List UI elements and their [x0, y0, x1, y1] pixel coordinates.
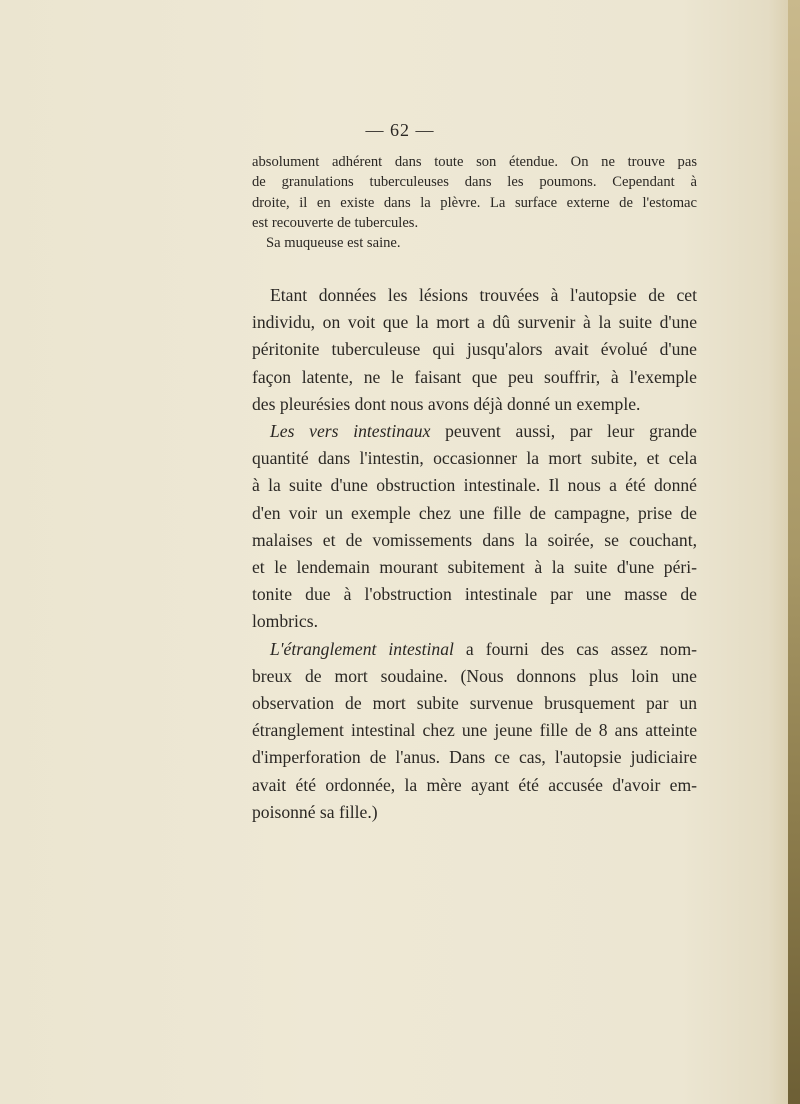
text-fragment: a fourni des cas assez nom-: [453, 638, 697, 659]
text-line: d'en voir un exemple chez une fille de campagne, prise de: [252, 502, 697, 523]
text-line: Sa muqueuse est saine.: [266, 235, 401, 252]
text-line: absolument adhérent dans toute son étendue. On ne trouve pas: [252, 154, 697, 170]
text-line: à la suite d'une obstruction intestinale. Il nous a été donné: [252, 475, 697, 496]
text-line: des pleurésies dont nous avons déjà donné un exemple.: [252, 393, 641, 414]
text-line: [252, 418, 697, 445]
page-number: — 62 —: [365, 120, 435, 140]
small-print-block: [252, 152, 697, 253]
text-line: lombrics.: [252, 611, 318, 632]
text-line: d'imperforation de l'anus. Dans ce cas, l'autopsie judiciaire: [252, 747, 697, 768]
text-line: avait été ordonnée, la mère ayant été accusée d'avoir em-: [252, 774, 697, 795]
text-line: [252, 636, 697, 663]
text-line: poisonné sa fille.): [252, 801, 378, 822]
text-line: péritonite tuberculeuse qui jusqu'alors avait évolué d'une: [252, 339, 697, 360]
text-line: est recouverte de tubercules.: [252, 214, 419, 231]
italic-term: L'étranglement intestinal: [270, 638, 454, 659]
text-line: malaises et de vomissements dans la soirée, se couchant,: [252, 529, 697, 550]
text-line: droite, il en existe dans la plèvre. La surface externe de l'estomac: [252, 194, 697, 211]
main-text-block: [252, 282, 697, 826]
text-line: étranglement intestinal chez une jeune fille de 8 ans atteinte: [252, 720, 697, 741]
italic-term: Les vers intestinaux: [270, 421, 431, 442]
text-line: quantité dans l'intestin, occasionner la mort subite, et cela: [252, 448, 697, 469]
text-line: et le lendemain mourant subitement à la suite d'une péri-: [252, 557, 697, 578]
text-line: Etant données les lésions trouvées à l'autopsie de cet: [270, 285, 697, 305]
text-line: tonite due à l'obstruction intestinale par une masse de: [252, 584, 697, 605]
text-line: observation de mort subite survenue brusquement par un: [252, 693, 697, 714]
text-line: individu, on voit que la mort a dû survenir à la suite d'une: [252, 312, 697, 333]
text-line: façon latente, ne le faisant que peu souffrir, à l'exemple: [252, 366, 697, 387]
text-line: breux de mort soudaine. (Nous donnons plus loin une: [252, 665, 697, 686]
text-fragment: peuvent aussi, par leur grande: [430, 421, 697, 442]
page-edge-shadow: [788, 0, 800, 1104]
text-line: de granulations tuberculeuses dans les poumons. Cependant à: [252, 174, 697, 191]
